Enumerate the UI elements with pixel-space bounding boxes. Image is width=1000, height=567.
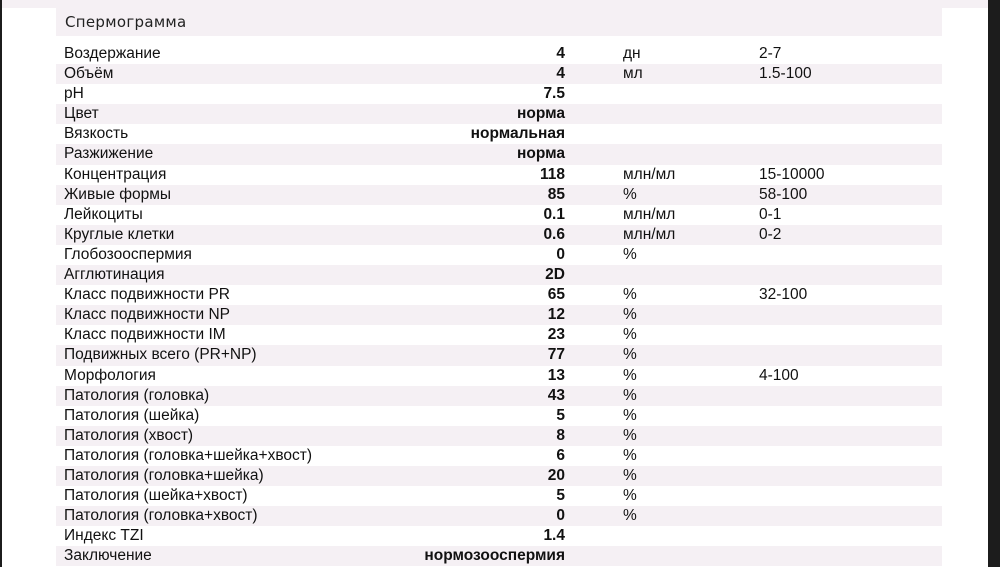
result-value: норма [517,105,565,123]
reference-range: 0-1 [759,205,782,223]
result-value: 13 [547,366,565,384]
parameter-name: Морфология [64,366,156,384]
table-row [56,486,942,506]
parameter-name: Патология (хвост) [64,426,194,444]
parameter-name: Лейкоциты [64,205,143,223]
unit-label: % [623,446,637,464]
parameter-name: Класс подвижности IM [64,326,226,344]
table-row [56,104,942,124]
reference-range: 58-100 [759,185,808,203]
result-value: 0.1 [543,205,565,223]
result-value: 4 [556,45,565,62]
result-value: 43 [547,386,565,404]
table-row [56,84,942,104]
result-value: 0 [556,507,565,525]
unit-label: % [623,346,637,364]
unit-label: % [623,245,637,263]
table-row [56,406,942,426]
result-value: 4 [556,65,565,83]
parameter-name: Вязкость [64,125,129,143]
table-row [56,185,942,205]
reference-range: 32-100 [759,286,808,304]
table-row [56,526,942,546]
result-value: нормозооспермия [424,547,565,565]
table-row [56,265,942,285]
table-row [56,366,942,386]
parameter-name: Патология (головка+шейка+хвост) [64,446,313,464]
table-row [56,205,942,225]
result-value: 0.6 [543,225,565,243]
unit-label: дн [623,45,641,62]
reference-range: 1.5-100 [759,65,812,83]
parameter-name: Заключение [64,547,152,565]
result-value: 5 [556,487,565,505]
results-table [56,44,942,566]
previous-section-strip [2,0,988,8]
unit-label: % [623,426,637,444]
table-row [56,144,942,164]
table-row [56,345,942,365]
parameter-name: Патология (головка+хвост) [64,507,258,525]
parameter-name: pH [64,85,84,103]
result-value: нормальная [470,125,565,143]
table-row [56,124,942,144]
table-row [56,64,942,84]
parameter-name: Класс подвижности NP [64,306,231,324]
unit-label: % [623,406,637,424]
parameter-name: Круглые клетки [64,225,175,243]
result-value: 1.4 [543,527,565,545]
unit-label: млн/мл [623,205,676,223]
result-value: 23 [547,326,565,344]
table-row [56,466,942,486]
table-row [56,305,942,325]
table-row [56,245,942,265]
unit-label: млн/мл [623,165,676,183]
unit-label: % [623,306,637,324]
unit-label: % [623,386,637,404]
table-row [56,546,942,566]
table-row [56,165,942,185]
parameter-name: Объём [64,65,114,83]
parameter-name: Живые формы [64,185,172,203]
unit-label: мл [623,65,643,83]
result-value: 2D [545,266,565,284]
table-row [56,446,942,466]
parameter-name: Патология (головка) [64,386,210,404]
result-value: 0 [556,245,565,263]
table-row [56,506,942,526]
parameter-name: Патология (шейка+хвост) [64,487,248,505]
reference-range: 0-2 [759,225,782,243]
result-value: 20 [547,466,565,484]
report-page [2,0,988,567]
table-row [56,426,942,446]
table-row [56,44,942,64]
unit-label: % [623,466,637,484]
parameter-name: Цвет [64,105,99,123]
unit-label: млн/мл [623,225,676,243]
result-value: 5 [556,406,565,424]
reference-range: 2-7 [759,45,782,62]
table-row [56,285,942,305]
parameter-name: Разжижение [64,145,154,163]
result-value: 85 [547,185,565,203]
table-row [56,386,942,406]
result-value: 8 [556,426,565,444]
parameter-name: Патология (головка+шейка) [64,466,264,484]
result-value: 77 [547,346,565,364]
unit-label: % [623,487,637,505]
parameter-name: Индекс TZI [64,527,144,545]
parameter-name: Воздержание [64,45,161,62]
section-title: Спермограмма [65,13,187,31]
result-value: 12 [547,306,565,324]
parameter-name: Класс подвижности PR [64,286,231,304]
reference-range: 15-10000 [759,165,825,183]
parameter-name: Глобозооспермия [64,245,192,263]
unit-label: % [623,185,637,203]
section-header [56,8,942,36]
unit-label: % [623,366,637,384]
parameter-name: Патология (шейка) [64,406,200,424]
parameter-name: Агглютинация [64,266,165,284]
parameter-name: Концентрация [64,165,167,183]
result-value: 7.5 [543,85,565,103]
unit-label: % [623,286,637,304]
table-row [56,225,942,245]
reference-range: 4-100 [759,366,799,384]
result-value: 6 [556,446,565,464]
unit-label: % [623,326,637,344]
parameter-name: Подвижных всего (PR+NP) [64,346,257,364]
result-value: норма [517,145,565,163]
unit-label: % [623,507,637,525]
table-row [56,325,942,345]
result-value: 65 [547,286,565,304]
result-value: 118 [539,165,565,183]
